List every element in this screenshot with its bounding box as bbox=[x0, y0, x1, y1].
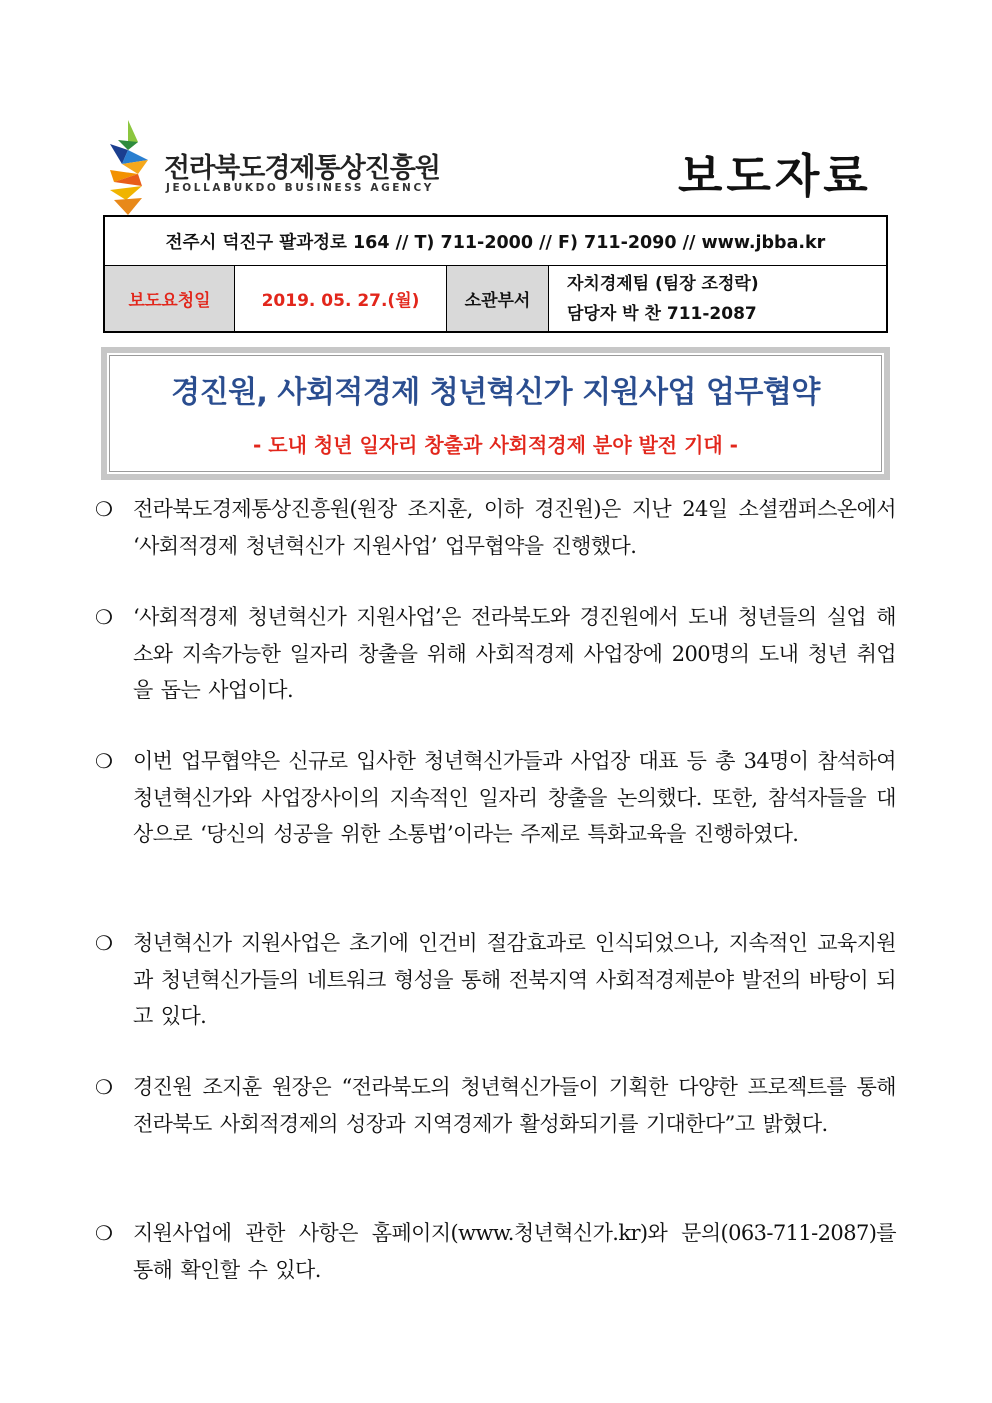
request-date: 2019. 05. 27.(월) bbox=[235, 266, 447, 331]
info-table bbox=[103, 215, 888, 333]
department-name: 자치경제팀 (팀장 조정락) bbox=[567, 273, 759, 294]
request-date-label: 보도요청일 bbox=[105, 266, 235, 331]
department-cell bbox=[549, 266, 886, 331]
contact-line: 전주시 덕진구 팔과정로 164 // T) 711-2000 // F) 711-2090 // www.jbba.kr bbox=[105, 217, 886, 266]
department-label: 소관부서 bbox=[447, 266, 549, 331]
agency-logo bbox=[108, 120, 438, 215]
paragraph-text: 전라북도경제통상진흥원(원장 조지훈, 이하 경진원)은 지난 24일 소셜캠퍼스온에서 ‘사회적경제 청년혁신가 지원사업’ 업무협약을 진행했다. bbox=[133, 497, 896, 558]
bullet-icon: ❍ bbox=[95, 931, 113, 955]
agency-name-english: JEOLLABUKDO BUSINESS AGENCY bbox=[166, 182, 434, 194]
bullet-icon: ❍ bbox=[95, 497, 113, 521]
paragraph-text: 지원사업에 관한 사항은 홈페이지(www.청년혁신가.kr)와 문의(063-711-2087)를 통해 확인할 수 있다. bbox=[133, 1221, 896, 1282]
paragraph-text: 경진원 조지훈 원장은 “전라북도의 청년혁신가들이 기획한 다양한 프로젝트를 통해 전라북도 사회적경제의 성장과 지역경제가 활성화되기를 기대한다”고 밝혔다. bbox=[133, 1075, 896, 1136]
bullet-icon: ❍ bbox=[95, 605, 113, 629]
bullet-icon: ❍ bbox=[95, 1075, 113, 1099]
document-type-title: 보도자료 bbox=[678, 149, 872, 203]
contact-person: 담당자 박 찬 711-2087 bbox=[567, 303, 757, 324]
agency-name: 전라북도경제통상진흥원 bbox=[164, 153, 440, 184]
headline-title: 경진원, 사회적경제 청년혁신가 지원사업 업무협약 bbox=[171, 375, 820, 410]
paragraph-text: ‘사회적경제 청년혁신가 지원사업’은 전라북도와 경진원에서 도내 청년들의 실업 해소와 지속가능한 일자리 창출을 위해 사회적경제 사업장에 200명의 도내 청년 취업을 돕는 사업이다. bbox=[133, 605, 896, 702]
bullet-icon: ❍ bbox=[95, 1221, 113, 1245]
paragraph-text: 청년혁신가 지원사업은 초기에 인건비 절감효과로 인식되었으나, 지속적인 교육지원과 청년혁신가들의 네트워크 형성을 통해 전북지역 사회적경제분야 발전의 바탕이 되고 있다. bbox=[133, 931, 896, 1028]
bullet-icon: ❍ bbox=[95, 749, 113, 773]
paragraph-text: 이번 업무협약은 신규로 입사한 청년혁신가들과 사업장 대표 등 총 34명이 참석하여 청년혁신가와 사업장사이의 지속적인 일자리 창출을 논의했다. 또한, 참석자들을 대상으로 ‘당신의 성공을 위한 소통법’이라는 주제로 특화교육을 진행하였다. bbox=[133, 749, 896, 846]
headline-box bbox=[101, 347, 890, 480]
agency-logo-icon bbox=[108, 120, 158, 215]
headline-subtitle: - 도내 청년 일자리 창출과 사회적경제 분야 발전 기대 - bbox=[253, 433, 738, 457]
